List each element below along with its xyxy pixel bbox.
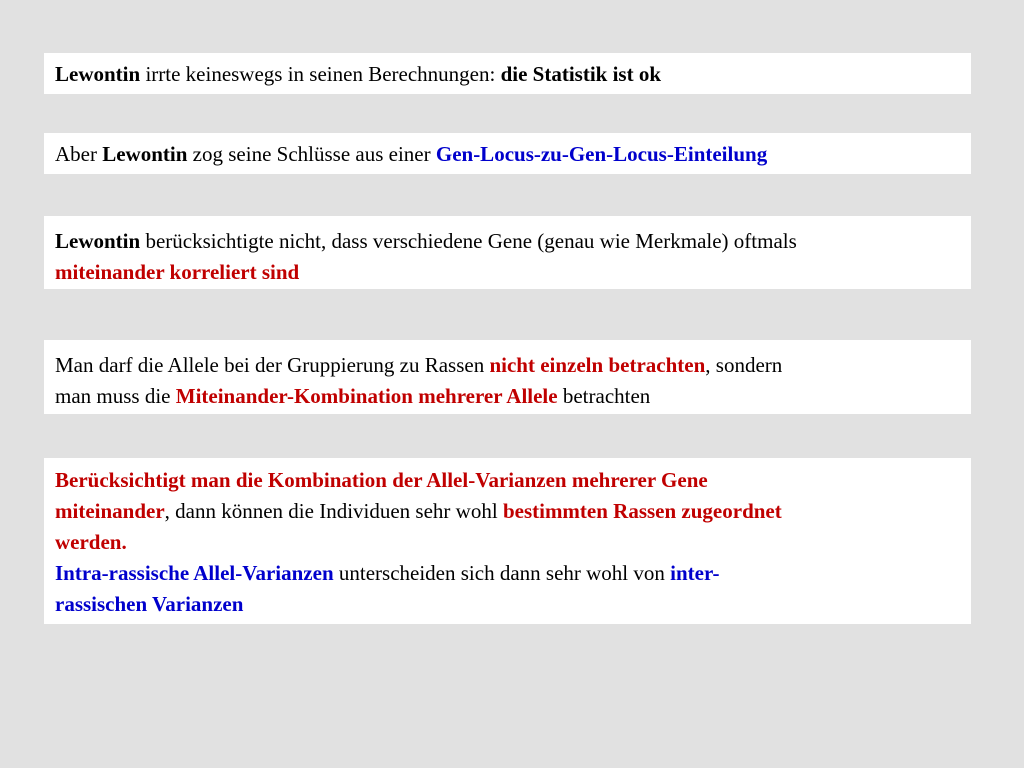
name-lewontin: Lewontin xyxy=(55,62,141,86)
emphasis-considering-combination: Berücksichtigt man die Kombination der Allel-Varianzen mehrerer Gene xyxy=(55,468,708,492)
text-line xyxy=(55,465,961,496)
text-segment: berücksichtigte nicht, dass verschiedene Gene (genau wie Merkmale) oftmals xyxy=(140,229,797,253)
emphasis-gen-locus: Gen-Locus-zu-Gen-Locus-Einteilung xyxy=(435,142,768,166)
text-line xyxy=(55,139,961,170)
emphasis-inter: inter- xyxy=(670,561,720,585)
emphasis-assigned-races: bestimmten Rassen zugeordnet xyxy=(502,499,782,523)
emphasis-combination: Miteinander-Kombination mehrerer Allele xyxy=(175,384,558,408)
statement-box-conclusion xyxy=(44,458,971,624)
emphasis-statistics-ok: die Statistik ist ok xyxy=(500,62,662,86)
text-line xyxy=(55,59,961,90)
statement-box-statistics xyxy=(44,53,971,94)
text-segment: betrachten xyxy=(557,384,651,408)
emphasis-together: miteinander xyxy=(55,499,165,523)
emphasis-werden: werden. xyxy=(55,530,127,554)
text-segment: Man darf die Allele bei der Gruppierung zu Rassen xyxy=(55,353,490,377)
name-lewontin: Lewontin xyxy=(55,229,141,253)
text-line xyxy=(55,496,961,527)
text-line xyxy=(55,589,961,620)
text-line xyxy=(55,257,961,288)
emphasis-not-individually: nicht einzeln betrachten xyxy=(489,353,706,377)
emphasis-intra-racial: Intra-rassische Allel-Varianzen xyxy=(55,561,334,585)
statement-box-correlation xyxy=(44,216,971,289)
text-line xyxy=(55,558,961,589)
statement-box-allele-combination xyxy=(44,340,971,414)
emphasis-racial-variances: rassischen Varianzen xyxy=(55,592,244,616)
text-segment: zog seine Schlüsse aus einer xyxy=(187,142,436,166)
text-segment: , dann können die Individuen sehr wohl xyxy=(164,499,503,523)
text-line xyxy=(55,381,961,412)
text-line xyxy=(55,226,961,257)
text-line xyxy=(55,527,961,558)
text-segment: irrte keineswegs in seinen Berechnungen: xyxy=(140,62,501,86)
statement-box-gene-locus xyxy=(44,133,971,174)
text-segment: man muss die xyxy=(55,384,176,408)
name-lewontin: Lewontin xyxy=(102,142,188,166)
text-segment: unterscheiden sich dann sehr wohl von xyxy=(333,561,671,585)
text-segment: Aber xyxy=(55,142,103,166)
text-line xyxy=(55,350,961,381)
emphasis-correlated: miteinander korreliert sind xyxy=(55,260,300,284)
text-segment: , sondern xyxy=(705,353,783,377)
